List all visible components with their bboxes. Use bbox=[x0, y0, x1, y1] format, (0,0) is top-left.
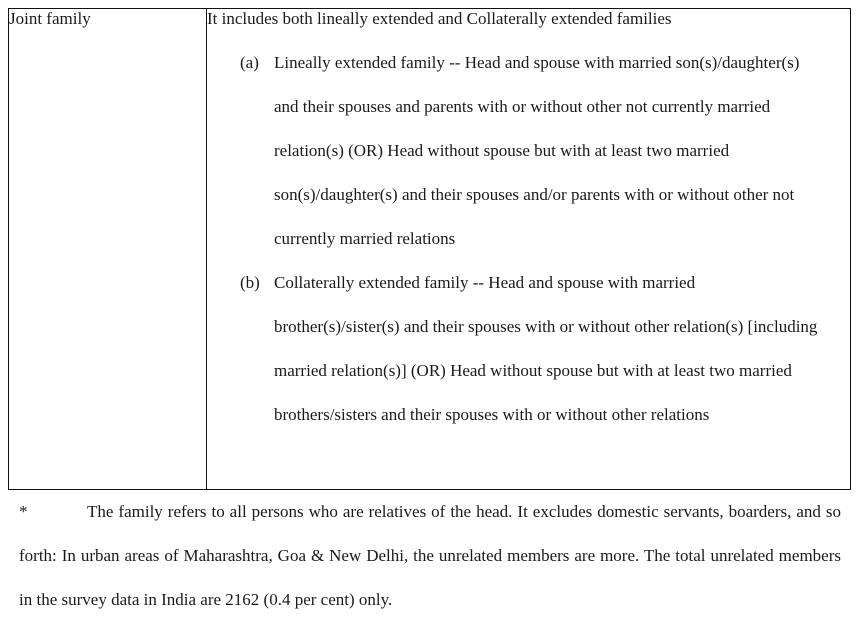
list-item-text: Lineally extended family -- Head and spouse with married son(s)/daughter(s) and their spouses and parents with or without other not currently married relation(s) (OR) Head without spouse but with at least two married son(s)/daughter(s) and their spouses and/or parents with or without other not currently married relations bbox=[274, 53, 800, 248]
term-cell bbox=[9, 9, 207, 490]
description-cell bbox=[207, 9, 851, 490]
list-item-marker: (b) bbox=[240, 273, 260, 292]
table-row bbox=[9, 9, 851, 490]
list-item-lineally-extended bbox=[207, 53, 850, 261]
list-item-text: Collaterally extended family -- Head and spouse with married brother(s)/sister(s) and their spouses with or without other relation(s) [including married relation(s)] (OR) Head without spouse but with at least two married brothers/sisters and their spouses with or without other relations bbox=[274, 273, 818, 424]
definition-table bbox=[8, 8, 851, 490]
term-label: Joint family bbox=[9, 9, 91, 28]
description-intro: It includes both lineally extended and Collaterally extended families bbox=[207, 9, 672, 28]
list-item-collaterally-extended bbox=[207, 273, 850, 437]
list-item-marker: (a) bbox=[240, 53, 259, 72]
footnote-text: The family refers to all persons who are relatives of the head. It excludes domestic servants, boarders, and so forth: In urban areas of Maharashtra, Goa & New Delhi, the unrelated members are more. The total unrelated members in the survey data in India are 2162 (0.4 per cent) only. bbox=[19, 502, 841, 609]
footnote bbox=[19, 490, 841, 622]
footnote-marker: * bbox=[19, 502, 28, 521]
